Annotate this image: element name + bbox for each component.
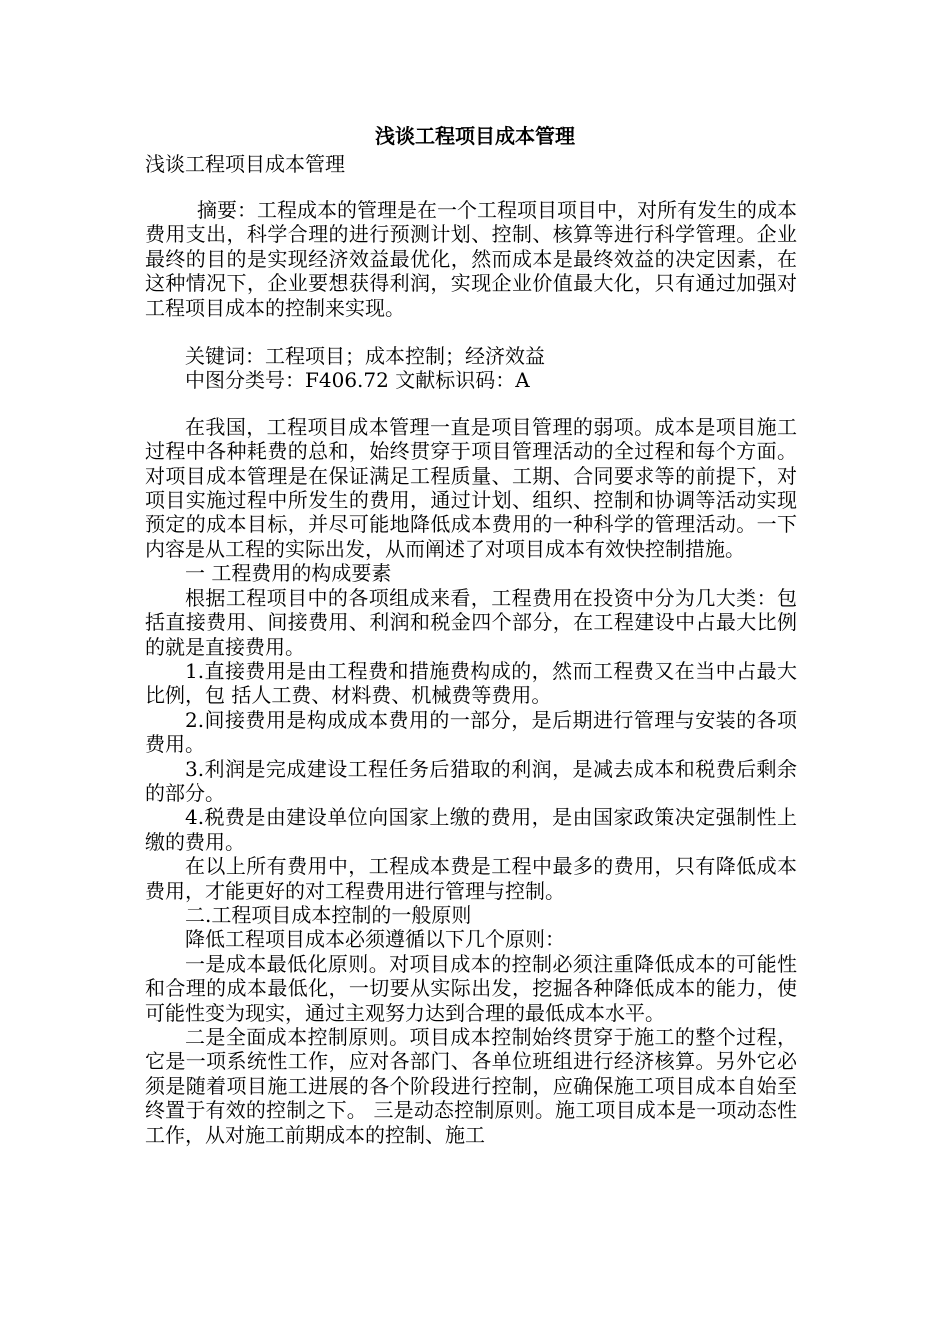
list-item: 2.间接费用是构成成本费用的一部分，是后期进行管理与安装的各项费用。 bbox=[145, 707, 797, 757]
document-title: 浅谈工程项目成本管理 bbox=[375, 124, 575, 148]
body-paragraph: 二是全面成本控制原则。项目成本控制始终贯穿于施工的整个过程，它是一项系统性工作，应对各部门、各单位班组进行经济核算。另外它必须是随着项目施工进展的各个阶段进行控制，应确保施工项目成本自始至终置于有效的控制之下。 三是动态控制原则。施工项目成本是一项动态性工作，从对施工前期成本的控制、施工 bbox=[145, 1025, 797, 1147]
spacer bbox=[145, 320, 797, 344]
body-paragraph: 在以上所有费用中，工程成本费是工程中最多的费用，只有降低成本费用，才能更好的对工程费用进行管理与控制。 bbox=[145, 854, 797, 903]
list-item: 3.利润是完成建设工程任务后猎取的利润，是减去成本和税费后剩余的部分。 bbox=[145, 756, 797, 805]
keywords-line: 关键词：工程项目；成本控制；经济效益 bbox=[185, 344, 545, 369]
document-body bbox=[145, 198, 797, 1147]
abstract-paragraph: 摘要：工程成本的管理是在一个工程项目项目中，对所有发生的成本费用支出，科学合理的进行预测计划、控制、核算等进行科学管理。企业最终的目的是实现经济效益最优化，然而成本是最终效益的决定因素，在这种情况下，企业要想获得利润，实现企业价值最大化，只有通过加强对工程项目成本的控制来实现。 bbox=[145, 198, 797, 320]
list-item: 1.直接费用是由工程费和措施费构成的，然而工程费又在当中占最大比例，包 括人工费、材料费、机械费等费用。 bbox=[145, 658, 797, 708]
list-item: 4.税费是由建设单位向国家上缴的费用，是由国家政策决定强制性上缴的费用。 bbox=[145, 805, 797, 854]
spacer bbox=[145, 393, 797, 415]
body-paragraph: 一是成本最低化原则。对项目成本的控制必须注重降低成本的可能性和合理的成本最低化，一切要从实际出发，挖掘各种降低成本的能力，使可能性变为现实，通过主观努力达到合理的最低成本水平。 bbox=[145, 951, 797, 1025]
document-subtitle: 浅谈工程项目成本管理 bbox=[145, 152, 345, 176]
body-paragraph: 在我国，工程项目成本管理一直是项目管理的弱项。成本是项目施工过程中各种耗费的总和，始终贯穿于项目管理活动的全过程和每个方面。 对项目成本管理是在保证满足工程质量、工期、合同要求等的前提下，对项目实施过程中所发生的费用，通过计划、组织、控制和协调等活动实现预定的成本目标，并尽可能地降低成本费用的一种科学的管理活动。一下内容是从工程的实际出发，从而阐述了对项目成本有效快控制措施。 bbox=[145, 414, 797, 561]
body-paragraph: 降低工程项目成本必须遵循以下几个原则： bbox=[185, 927, 565, 952]
section-heading: 一 工程费用的构成要素 bbox=[185, 561, 392, 586]
classification-line: 中图分类号：F406.72 文献标识码：A bbox=[185, 368, 530, 393]
body-paragraph: 根据工程项目中的各项组成来看，工程费用在投资中分为几大类：包括直接费用、间接费用、利润和税金四个部分，在工程建设中占最大比例的就是直接费用。 bbox=[145, 585, 797, 659]
section-heading: 二.工程项目成本控制的一般原则 bbox=[185, 902, 472, 927]
